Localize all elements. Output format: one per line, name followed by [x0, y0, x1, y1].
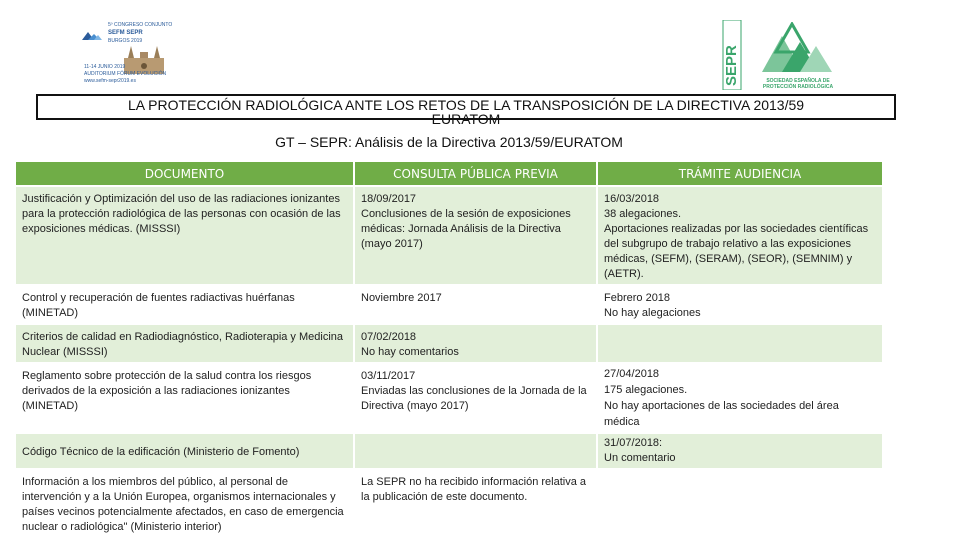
- cell-audiencia: [597, 433, 882, 469]
- table-row: [16, 363, 882, 433]
- cell-line: 07/02/2018: [361, 331, 417, 343]
- cell-line: Enviadas las conclusiones de la Jornada de la Directiva (mayo 2017): [361, 385, 587, 412]
- cell-documento: Criterios de calidad en Radiodiagnóstico, Radioterapia y Medicina Nuclear (MISSSI): [16, 324, 354, 363]
- cell-consulta: [354, 363, 597, 433]
- cell-line: 16/03/2018: [604, 193, 660, 205]
- sepr-acronym: SEPR: [723, 45, 740, 86]
- cell-line: Noviembre 2017: [361, 292, 442, 304]
- cell-documento: Reglamento sobre protección de la salud contra los riesgos derivados de la exposición a las radiaciones ionizantes (MINETAD): [16, 363, 354, 433]
- header-audiencia: TRÁMITE AUDIENCIA: [597, 162, 882, 186]
- logo-left-line6: www.sefm-sepr2019.es: [84, 78, 136, 84]
- table-row: [16, 186, 882, 285]
- cell-consulta: [354, 324, 597, 363]
- cell-documento: Justificación y Optimización del uso de las radiaciones ionizantes para la protección radiológica de las personas con ocasión de las exposiciones médicas. (MISSSI): [16, 186, 354, 285]
- page-title-line1: LA PROTECCIÓN RADIOLÓGICA ANTE LOS RETOS DE LA TRANSPOSICIÓN DE LA DIRECTIVA 2013/59: [127, 97, 805, 113]
- cell-line: 175 alegaciones.: [604, 384, 688, 396]
- cell-line: Aportaciones realizadas por las sociedades científicas del subgrupo de trabajo relativo a las exposiciones médicas, (SEFM), (SERAM), (SEOR), (SEMNIM) y (AETR).: [604, 223, 869, 280]
- cell-line: 31/07/2018:: [604, 437, 663, 449]
- cell-line: 03/11/2017: [361, 370, 416, 382]
- page-title-line2: EURATOM: [431, 111, 501, 127]
- cell-line: Un comentario: [604, 452, 676, 464]
- sepr-caption-line2: PROTECCIÓN RADIOLÓGICA: [762, 84, 834, 90]
- page-subtitle: GT – SEPR: Análisis de la Directiva 2013/59/EURATOM: [275, 134, 623, 150]
- cell-line: No hay alegaciones: [604, 307, 701, 319]
- cell-line: No hay aportaciones de las sociedades del área médica: [604, 400, 839, 428]
- cell-line: 18/09/2017: [361, 193, 417, 205]
- table-row: [16, 433, 882, 469]
- cell-documento: Código Técnico de la edificación (Ministerio de Fomento): [16, 433, 354, 469]
- cell-consulta: [354, 186, 597, 285]
- logo-left-line5: AUDITORIUM FÓRUM EVOLUCIÓN: [84, 71, 167, 77]
- table-header-row: [16, 162, 882, 186]
- table-row: [16, 324, 882, 363]
- congress-logo: [78, 18, 188, 90]
- cell-line: No hay comentarios: [361, 346, 459, 358]
- sepr-logo: [722, 18, 838, 92]
- logo-left-line2: SEFM SEPR: [108, 30, 143, 36]
- table-row: [16, 285, 882, 324]
- cell-audiencia: [597, 324, 882, 363]
- cell-audiencia: [597, 186, 882, 285]
- sepr-caption-line1: SOCIEDAD ESPAÑOLA DE: [766, 78, 830, 84]
- cell-line: Febrero 2018: [604, 292, 671, 304]
- cell-consulta: [354, 285, 597, 324]
- cell-line: La SEPR no ha recibido información relativa a la publicación de este documento.: [361, 476, 587, 503]
- cell-line: Conclusiones de la sesión de exposiciones médicas: Jornada Análisis de la Directiva (mayo 2017): [361, 208, 571, 250]
- sepr-caption: [758, 78, 838, 90]
- logo-left-line4: 11-14 JUNIO 2019: [84, 64, 126, 70]
- header-consulta: CONSULTA PÚBLICA PREVIA: [354, 162, 597, 186]
- logo-left-line3: BURGOS 2019: [108, 38, 143, 44]
- cell-consulta: [354, 469, 597, 540]
- sepr-triangles-icon: [756, 22, 836, 76]
- cell-audiencia: [597, 469, 882, 540]
- cell-audiencia: [597, 285, 882, 324]
- cell-documento: Información a los miembros del público, al personal de intervención y a la Unión Europea, organismos internacionales y países vecinos potencialmente afectados, en caso de emergencia nuclear o radiológica" (Ministerio interior): [16, 469, 354, 540]
- cell-documento: Control y recuperación de fuentes radiactivas huérfanas (MINETAD): [16, 285, 354, 324]
- table-row: [16, 469, 882, 540]
- sepr-acronym-icon: [722, 20, 742, 90]
- cell-audiencia: [597, 363, 882, 433]
- page-title: [36, 98, 896, 126]
- cell-line: 38 alegaciones.: [604, 208, 682, 220]
- header-documento: DOCUMENTO: [16, 162, 354, 186]
- documents-table: [16, 162, 882, 540]
- cell-line: 27/04/2018: [604, 368, 660, 380]
- logo-left-line1: 5º CONGRESO CONJUNTO: [108, 22, 173, 28]
- cell-consulta: [354, 433, 597, 469]
